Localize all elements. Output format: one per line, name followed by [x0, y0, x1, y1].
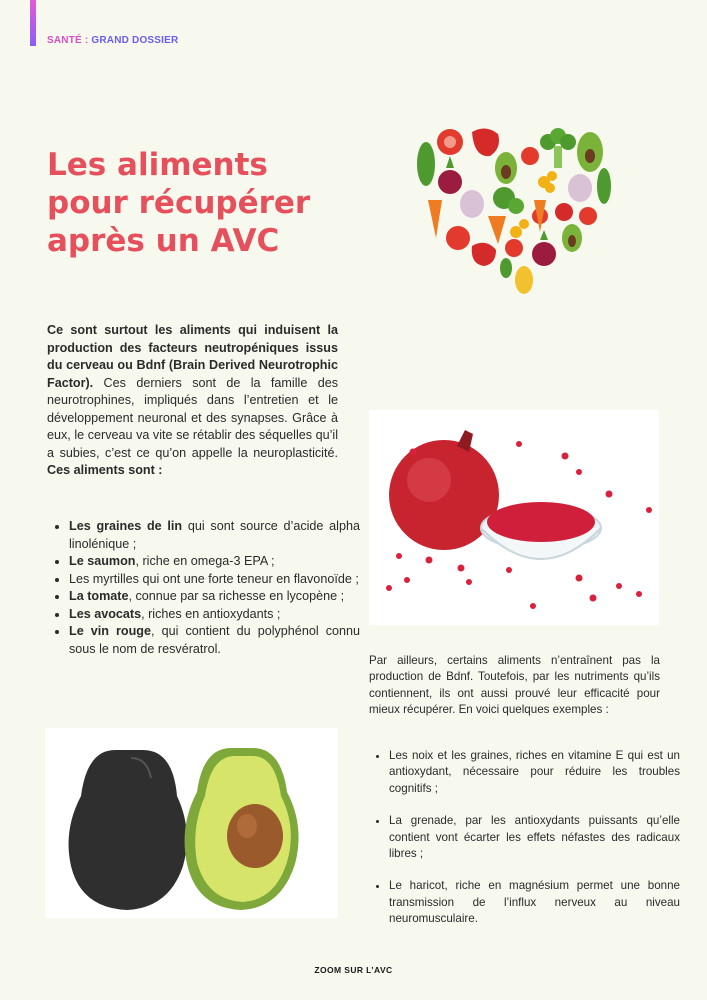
list-item: • Le vin rouge, qui contient du polyphénol connu sous le nom de resvératrol. — [69, 623, 360, 658]
section-kicker: SANTÉ : GRAND DOSSIER — [47, 35, 179, 46]
avocado-photo — [45, 728, 338, 918]
title-line-3: après un AVC — [47, 223, 280, 259]
vegetable-heart-illustration — [412, 120, 618, 302]
title-line-2: pour récupérer — [47, 185, 311, 221]
right-intro-paragraph: Par ailleurs, certains aliments n’entraînent pas la production de Bdnf. Toutefois, par les nutriments qu’ils contiennent, ils ont aussi prouvé leur efficacité pour mieux récupérer. En voici quelques exemples : — [369, 654, 660, 717]
list-item: • Les graines de lin qui sont source d’acide alpha linolénique ; — [69, 518, 360, 553]
list-item: • La grenade, par les antioxydants puissants qu’elle contient vont écarter les effets néfastes des radicaux libres ; — [389, 813, 680, 862]
list-item: • Le haricot, riche en magnésium permet une bonne transmission de l’influx nerveux au niveau neuromusculaire. — [389, 878, 680, 927]
page-title — [47, 146, 367, 260]
list-item: • Les noix et les graines, riches en vitamine E qui est un antioxydant, nécessaire pour réduire les troubles cognitifs ; — [389, 748, 680, 797]
vegetable-icon — [417, 128, 611, 294]
intro-lead: Ce sont surtout les aliments qui induisent la production des facteurs neutropéniques issus du cerveau ou Bdnf (Brain Derived Neurotrophic Factor). — [47, 323, 338, 390]
pomegranate-photo — [369, 410, 659, 625]
brain-food-list — [47, 518, 360, 658]
list-item: • Les myrtilles qui ont une forte teneur en flavonoïde ; — [69, 571, 360, 589]
intro-body: Ces derniers sont de la famille des neurotrophines, impliqués dans l’entretien et le développement neuronal et des synapses. Grâce à eux, le cerveau va vite se rétablir des séquelles qu’il a subies, c’est ce qu’on appelle la neuroplasticité. — [47, 375, 338, 460]
list-item: • La tomate, connue par sa richesse en lycopène ; — [69, 588, 360, 606]
intro-paragraph — [47, 322, 338, 480]
list-item: • Les avocats, riches en antioxydants ; — [69, 606, 360, 624]
examples-list — [369, 748, 680, 944]
list-item: • Le saumon, riche en omega-3 EPA ; — [69, 553, 360, 571]
page-footer: ZOOM SUR L’AVC — [314, 965, 393, 975]
title-line-1: Les aliments — [47, 147, 268, 183]
accent-bar — [30, 0, 36, 46]
intro-tail: Ces aliments sont : — [47, 463, 163, 477]
